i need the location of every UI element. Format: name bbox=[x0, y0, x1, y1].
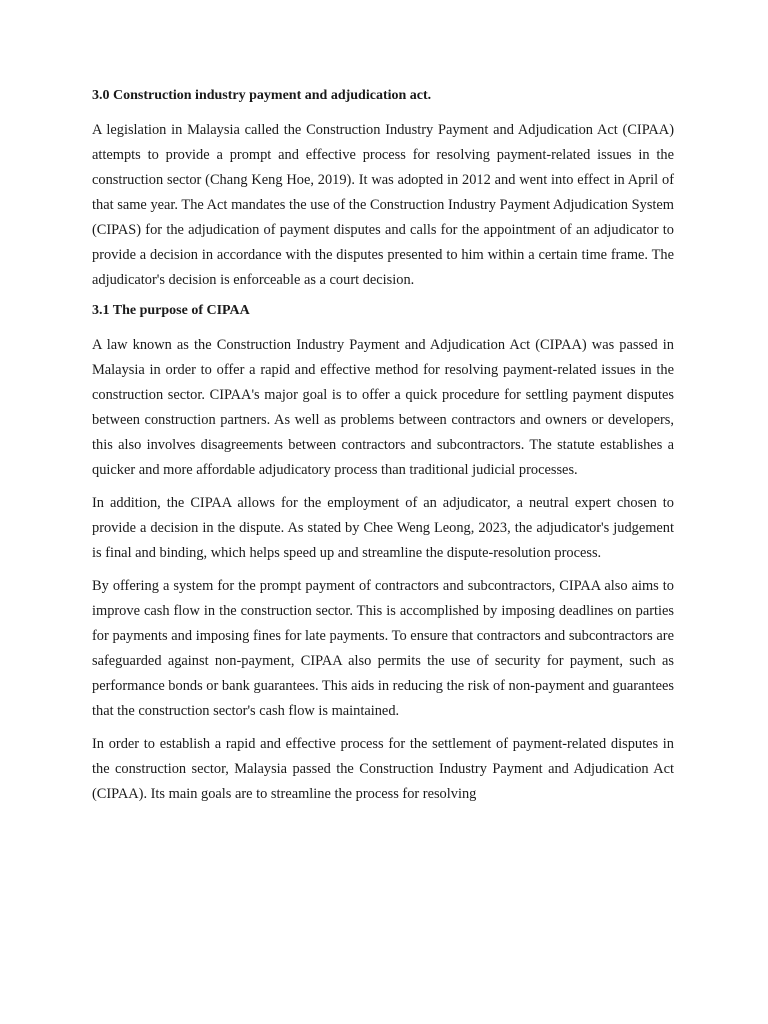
document-page bbox=[92, 86, 674, 815]
paragraph-cipaa-intro: A legislation in Malaysia called the Construction Industry Payment and Adjudication Act (CIPAA) attempts to provide a prompt and effective process for resolving payment-related issues in the construction sector (Chang Keng Hoe, 2019). It was adopted in 2012 and went into effect in April of that same year. The Act mandates the use of the Construction Industry Payment Adjudication System (CIPAS) for the adjudication of payment disputes and calls for the appointment of an adjudicator to provide a decision in accordance with the disputes presented to him within a certain time frame. The adjudicator's decision is enforceable as a court decision. bbox=[92, 122, 674, 288]
section-heading-3-1: 3.1 The purpose of CIPAA bbox=[92, 303, 250, 318]
paragraph-purpose-3: By offering a system for the prompt payment of contractors and subcontractors, CIPAA also aims to improve cash flow in the construction sector. This is accomplished by imposing deadlines on parties for payments and imposing fines for late payments. To ensure that contractors and subcontractors are safeguarded against non-payment, CIPAA also permits the use of security for payment, such as performance bonds or bank guarantees. This aids in reducing the risk of non-payment and guarantees that the construction sector's cash flow is maintained. bbox=[92, 578, 674, 719]
paragraph-purpose-4: In order to establish a rapid and effective process for the settlement of payment-related disputes in the construction sector, Malaysia passed the Construction Industry Payment and Adjudication Act (CIPAA). Its main goals are to streamline the process for resolving bbox=[92, 736, 674, 802]
section-heading-3-0: 3.0 Construction industry payment and adjudication act. bbox=[92, 88, 432, 103]
paragraph-purpose-2: In addition, the CIPAA allows for the employment of an adjudicator, a neutral expert chosen to provide a decision in the dispute. As stated by Chee Weng Leong, 2023, the adjudicator's judgement is final and binding, which helps speed up and streamline the dispute-resolution process. bbox=[92, 495, 674, 561]
paragraph-purpose-1: A law known as the Construction Industry Payment and Adjudication Act (CIPAA) was passed in Malaysia in order to offer a rapid and effective method for resolving payment-related issues in the construction sector. CIPAA's major goal is to offer a quick procedure for settling payment disputes between construction partners. As well as problems between contractors and owners or developers, this also involves disagreements between contractors and subcontractors. The statute establishes a quicker and more affordable adjudicatory process than traditional judicial processes. bbox=[92, 337, 674, 478]
